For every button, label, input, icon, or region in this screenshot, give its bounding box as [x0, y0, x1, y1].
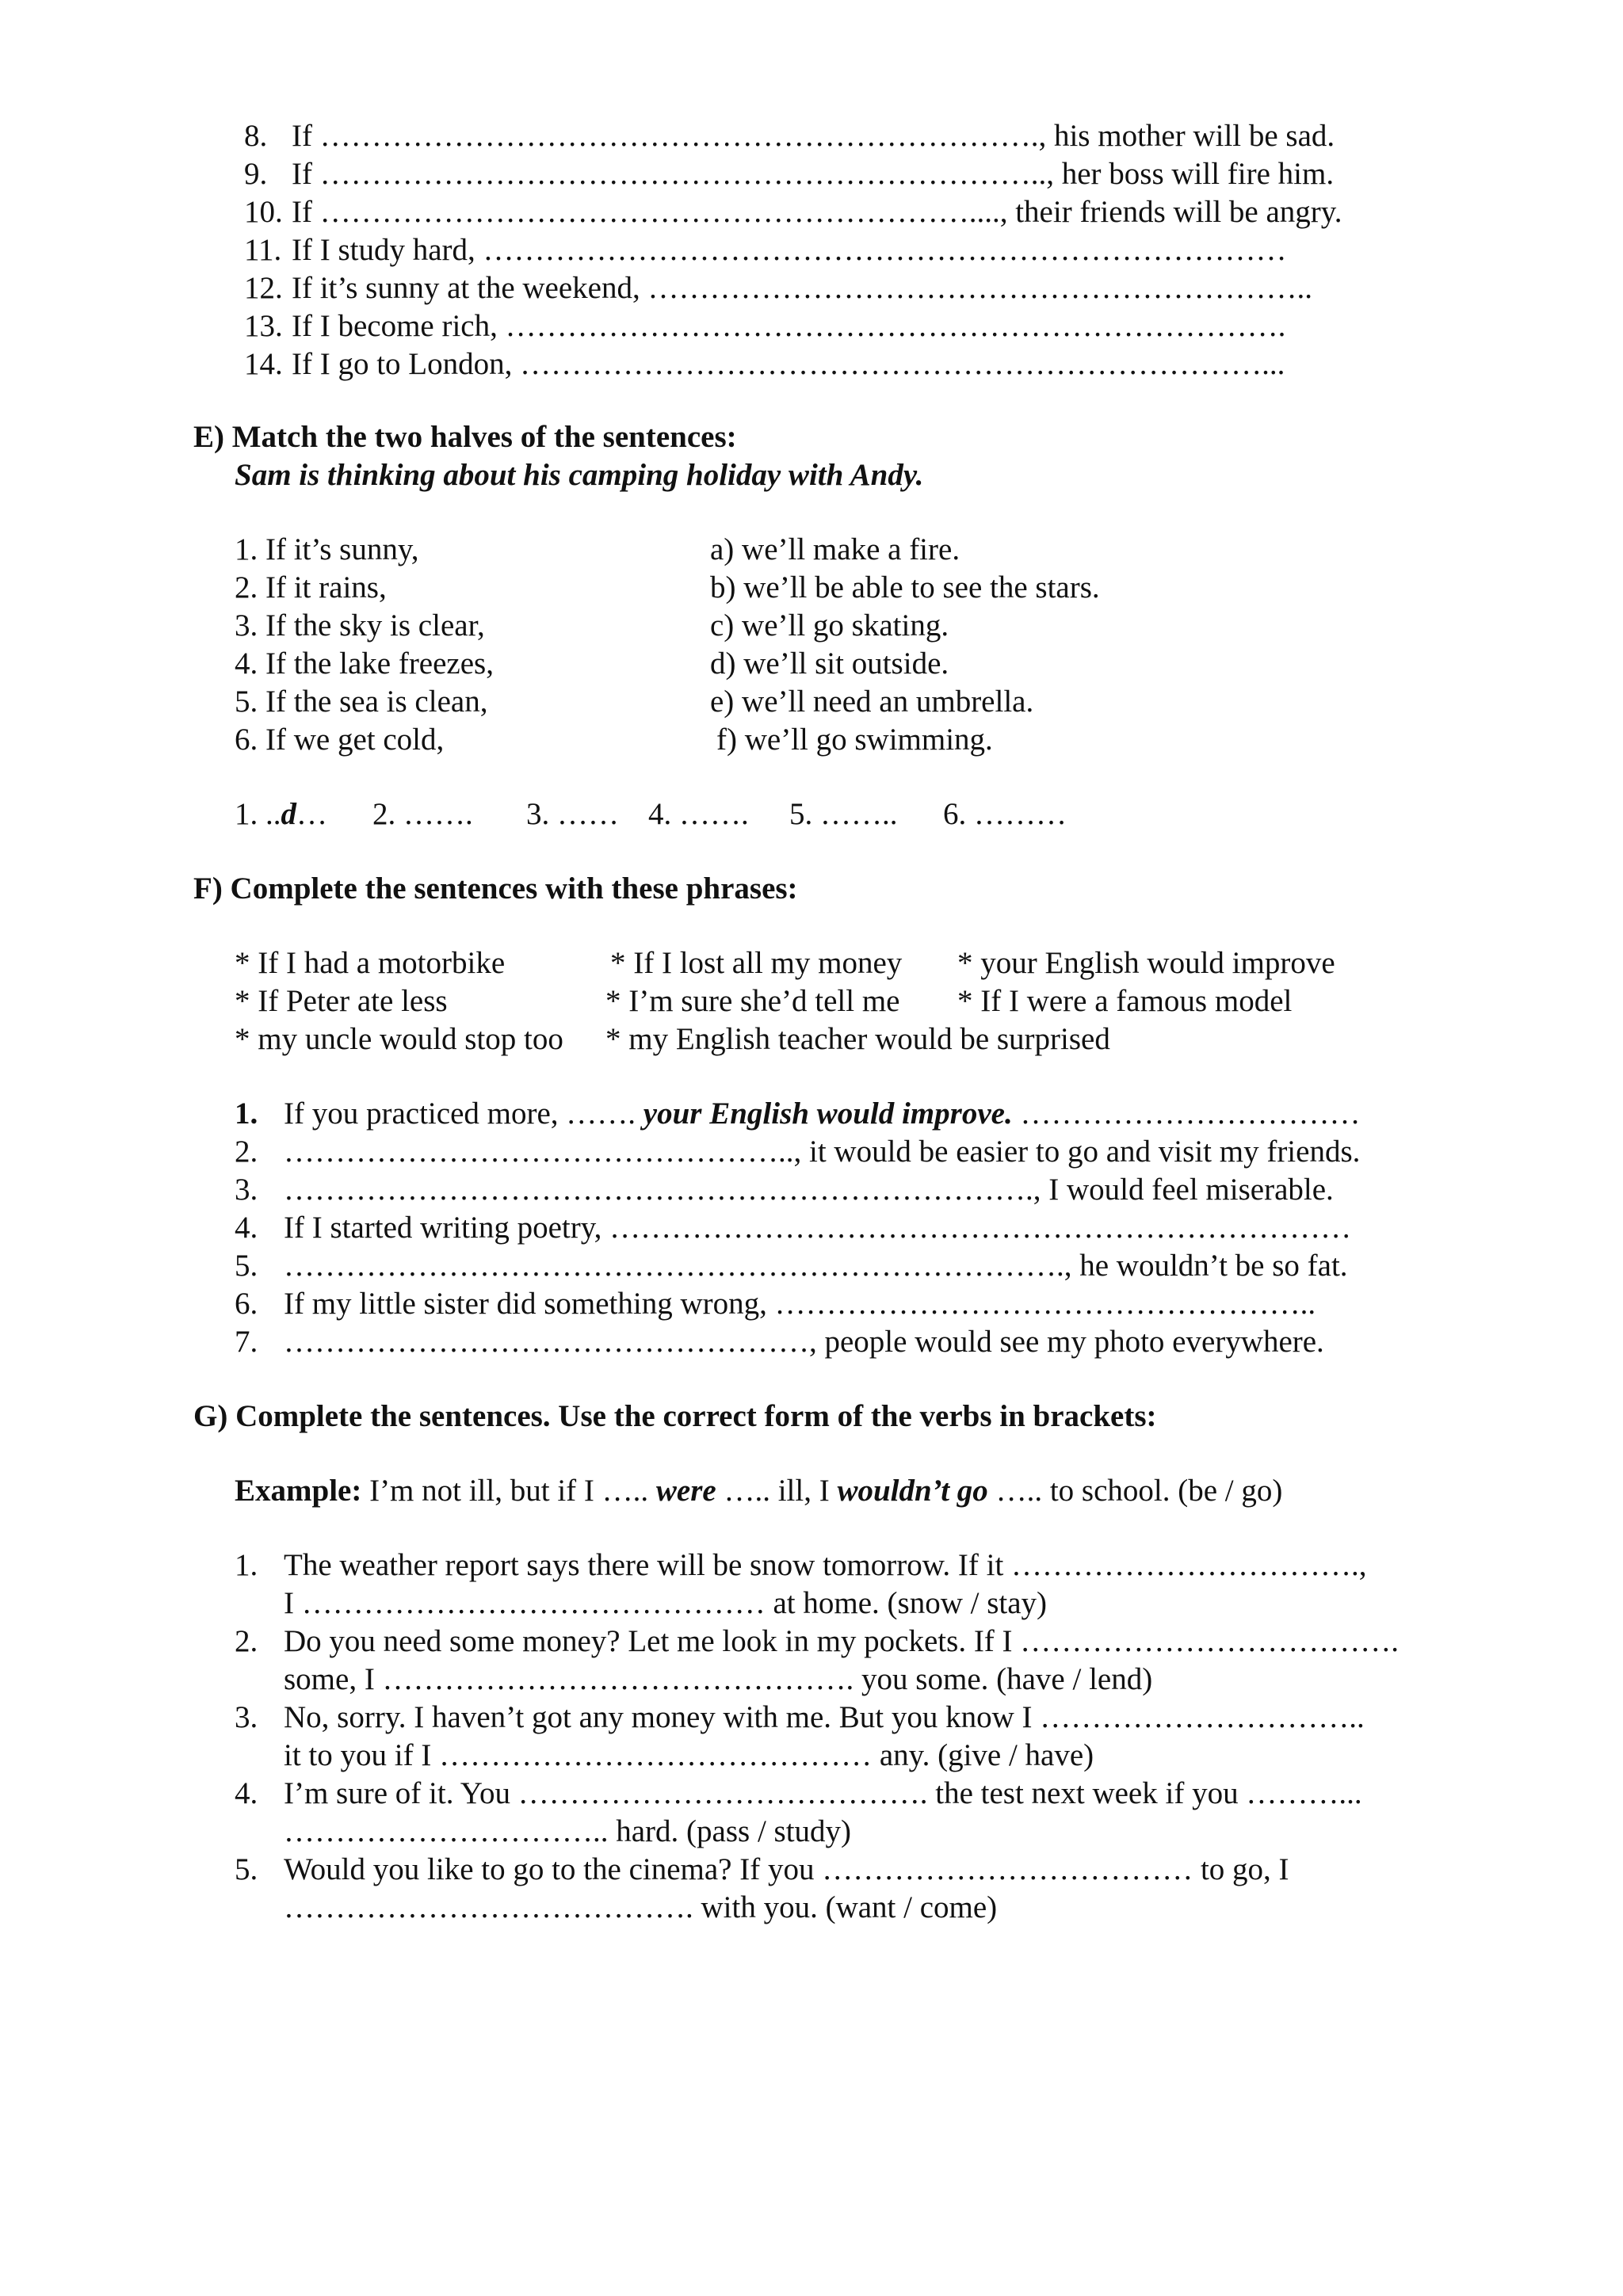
- item-text: If …………………………………………………………….., her boss will fire him.: [292, 157, 1335, 191]
- item-text: Do you need some money? Let me look in my pockets. If I ……………………………….: [284, 1624, 1400, 1658]
- item-number: 4.: [235, 1211, 258, 1245]
- item-text: ………………………………………….., it would be easier to go and visit my friends.: [284, 1135, 1361, 1169]
- example-answer: were: [655, 1474, 716, 1508]
- section-heading: G) Complete the sentences. Use the correct form of the verbs in brackets:: [193, 1399, 1157, 1433]
- list-item: [235, 1623, 1400, 1661]
- answer-value: d: [281, 797, 296, 831]
- answer-slot[interactable]: 3. ……: [526, 797, 619, 831]
- match-left-item: 5. If the sea is clean,: [235, 685, 488, 719]
- example-label: Example:: [235, 1474, 362, 1508]
- list-item: [244, 307, 1286, 345]
- phrase-item: * my English teacher would be surprised: [605, 1022, 1110, 1056]
- item-number: 5.: [235, 1852, 258, 1886]
- answer-label: 1. ..: [235, 797, 281, 831]
- section-heading: E) Match the two halves of the sentences:: [193, 420, 737, 454]
- match-left-item: 2. If it rains,: [235, 570, 387, 605]
- match-right-item: f) we’ll go swimming.: [716, 723, 993, 757]
- list-item: [235, 1323, 1324, 1361]
- answer-slot[interactable]: [235, 795, 327, 833]
- item-text: If ………………………………………………………...., their friends will be angry.: [292, 195, 1342, 229]
- match-left-item: 6. If we get cold,: [235, 723, 445, 757]
- item-number: 3.: [235, 1173, 258, 1207]
- item-text: ………………………………………………………………., I would feel miserable.: [284, 1173, 1334, 1207]
- example-text: ….. to school. (be / go): [987, 1474, 1283, 1508]
- answer-slot[interactable]: 6. ………: [943, 797, 1067, 831]
- list-item: [235, 1209, 1352, 1247]
- list-item: [244, 155, 1335, 193]
- item-number: 2.: [235, 1135, 258, 1169]
- item-continuation: …………………………………. with you. (want / come): [284, 1890, 998, 1924]
- item-number: 1.: [235, 1548, 258, 1582]
- phrase-item: * I’m sure she’d tell me: [605, 984, 900, 1018]
- list-item: [235, 1547, 1367, 1585]
- item-text: No, sorry. I haven’t got any money with me. But you know I …………………………..: [284, 1700, 1365, 1734]
- item-text: If I study hard, ……………………………………………………………………: [292, 233, 1287, 267]
- item-number: 5.: [235, 1249, 258, 1283]
- item-number: 13.: [244, 309, 283, 343]
- list-item: [235, 1095, 1361, 1133]
- list-item: [235, 1285, 1316, 1323]
- item-continuation: some, I ………………………………………. you some. (have / lend): [284, 1662, 1153, 1696]
- item-text: …………………………………………………………………., he wouldn’t be so fat.: [284, 1249, 1348, 1283]
- list-item: [244, 269, 1312, 307]
- item-text: If ……………………………………………………………., his mother will be sad.: [292, 119, 1335, 153]
- item-continuation: I ……………………………………… at home. (snow / stay): [284, 1586, 1048, 1620]
- list-item: [235, 1133, 1361, 1171]
- list-item: [244, 345, 1285, 383]
- match-right-item: b) we’ll be able to see the stars.: [710, 570, 1100, 605]
- phrase-item: * my uncle would stop too: [235, 1022, 563, 1056]
- list-item: [235, 1171, 1334, 1209]
- item-number: 9.: [244, 157, 268, 191]
- item-text: ……………………………………………, people would see my photo everywhere.: [284, 1325, 1324, 1359]
- answer-slot[interactable]: 2. …….: [372, 797, 473, 831]
- match-right-item: c) we’ll go skating.: [710, 608, 949, 643]
- item-number: 1.: [235, 1097, 258, 1131]
- item-number: 2.: [235, 1624, 258, 1658]
- example-text: ….. ill, I: [716, 1474, 838, 1508]
- item-text: Would you like to go to the cinema? If you ……………………………… to go, I: [284, 1852, 1289, 1886]
- item-number: 4.: [235, 1776, 258, 1810]
- item-text: If I started writing poetry, ………………………………………………………………: [284, 1211, 1352, 1245]
- item-text: I’m sure of it. You …………………………………. the test next week if you ………...: [284, 1776, 1362, 1810]
- list-item: [235, 1775, 1362, 1813]
- item-number: 14.: [244, 347, 283, 381]
- item-continuation: it to you if I …………………………………… any. (give / have): [284, 1738, 1094, 1772]
- phrase-item: * your English would improve: [957, 946, 1335, 980]
- section-heading: F) Complete the sentences with these phrases:: [193, 871, 798, 906]
- list-item: [235, 1851, 1289, 1889]
- sentence-start: If you practiced more, …….: [284, 1097, 643, 1131]
- item-text: If it’s sunny at the weekend, ………………………………………………………..: [292, 271, 1312, 305]
- example-sentence: [235, 1472, 1282, 1510]
- item-continuation: ………………………….. hard. (pass / study): [284, 1814, 852, 1848]
- item-number: 8.: [244, 119, 268, 153]
- item-number: 3.: [235, 1700, 258, 1734]
- phrase-item: * If I had a motorbike: [235, 946, 506, 980]
- item-text: If I become rich, ………………………………………………………………….: [292, 309, 1286, 343]
- item-text: The weather report says there will be snow tomorrow. If it …………………………….,: [284, 1548, 1367, 1582]
- item-number: 6.: [235, 1287, 258, 1321]
- item-number: 11.: [244, 233, 282, 267]
- list-item: [235, 1247, 1348, 1285]
- match-right-item: a) we’ll make a fire.: [710, 532, 960, 566]
- section-subheading: Sam is thinking about his camping holiday with Andy.: [235, 458, 924, 492]
- item-number: 12.: [244, 271, 283, 305]
- phrase-item: * If Peter ate less: [235, 984, 448, 1018]
- sentence-dots: ……………………………: [1012, 1097, 1361, 1131]
- answer-slot[interactable]: 4. …….: [648, 797, 749, 831]
- example-answer: wouldn’t go: [837, 1474, 988, 1508]
- match-right-item: d) we’ll sit outside.: [710, 646, 949, 681]
- item-text: If I go to London, ………………………………………………………………...: [292, 347, 1285, 381]
- item-text: [284, 1095, 1360, 1133]
- answer-dots: …: [296, 797, 327, 831]
- phrase-item: * If I were a famous model: [957, 984, 1293, 1018]
- list-item: [235, 1699, 1365, 1737]
- match-right-item: e) we’ll need an umbrella.: [710, 685, 1034, 719]
- match-left-item: 1. If it’s sunny,: [235, 532, 419, 566]
- list-item: [244, 231, 1287, 269]
- match-left-item: 3. If the sky is clear,: [235, 608, 485, 643]
- item-text: If my little sister did something wrong, ……………………………………………..: [284, 1287, 1316, 1321]
- answer-slot[interactable]: 5. ……..: [789, 797, 898, 831]
- list-item: [244, 193, 1342, 231]
- example-text: I’m not ill, but if I …..: [361, 1474, 656, 1508]
- list-item: [244, 117, 1335, 155]
- example-answer: your English would improve.: [643, 1097, 1013, 1131]
- item-number: 10.: [244, 195, 283, 229]
- item-number: 7.: [235, 1325, 258, 1359]
- match-left-item: 4. If the lake freezes,: [235, 646, 494, 681]
- phrase-item: * If I lost all my money: [610, 946, 903, 980]
